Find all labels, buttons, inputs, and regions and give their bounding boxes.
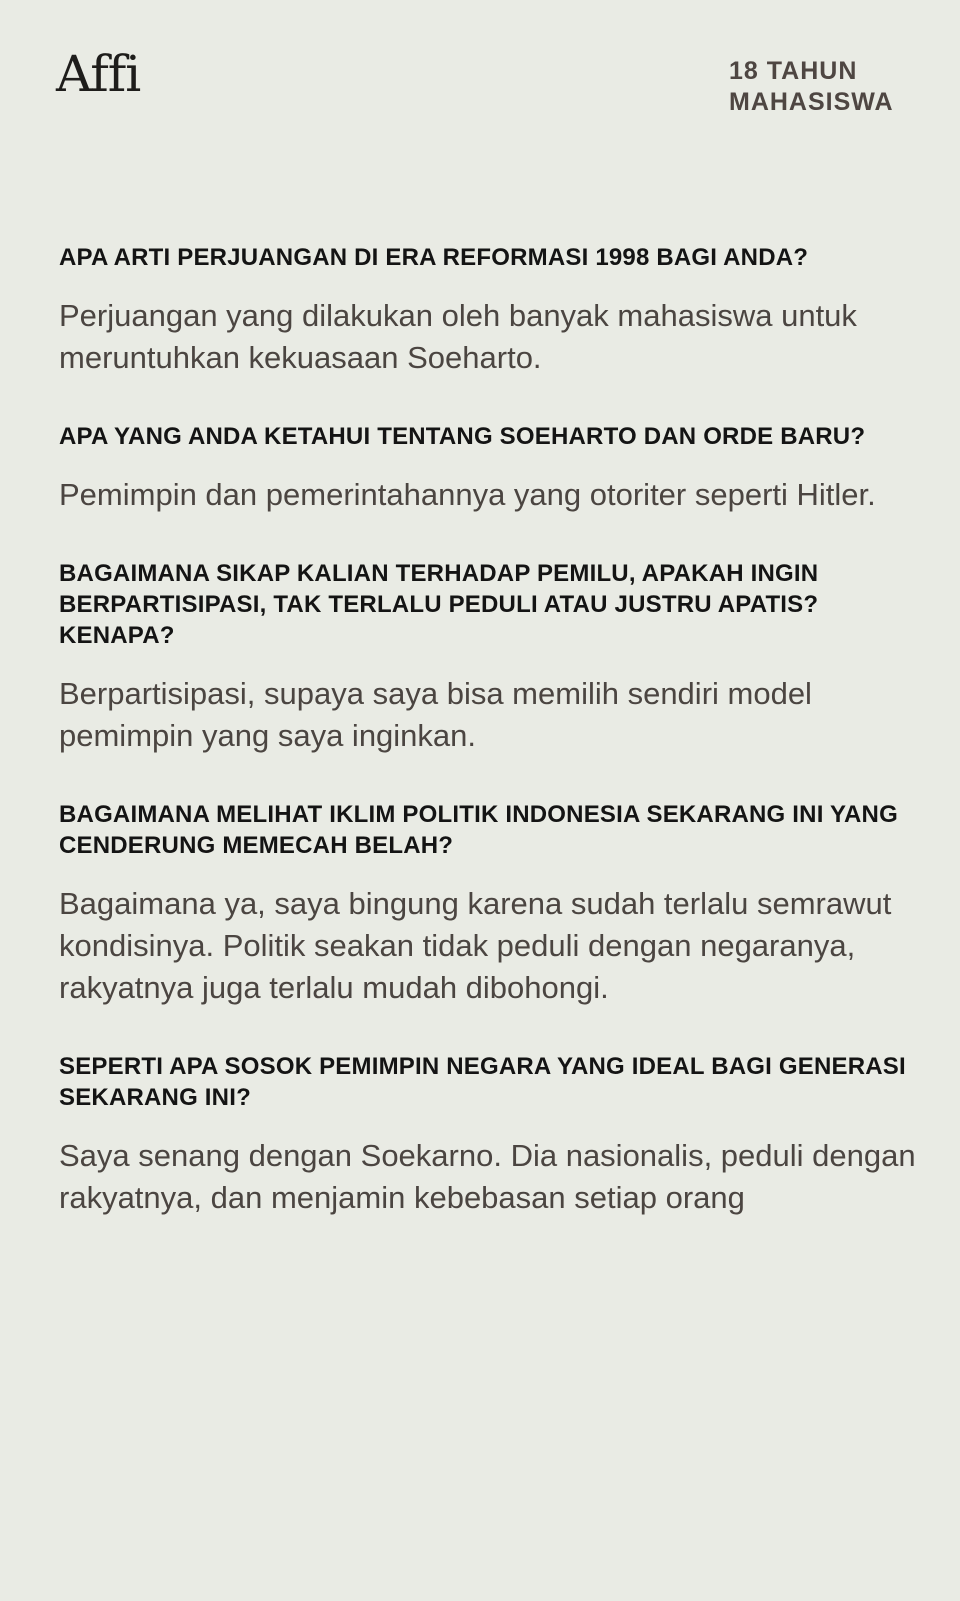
qa-item bbox=[59, 799, 919, 1009]
question-heading: BAGAIMANA MELIHAT IKLIM POLITIK INDONESIA SEKARANG INI YANG CENDERUNG MEMECAH BELAH? bbox=[59, 801, 898, 859]
question-heading: APA ARTI PERJUANGAN DI ERA REFORMASI 1998 BAGI ANDA? bbox=[59, 244, 809, 271]
qa-item bbox=[59, 558, 919, 757]
qa-item bbox=[59, 242, 919, 379]
question-heading: APA YANG ANDA KETAHUI TENTANG SOEHARTO DAN ORDE BARU? bbox=[59, 423, 866, 450]
qa-list bbox=[59, 242, 919, 1219]
role-label: MAHASISWA bbox=[729, 88, 894, 116]
brand-name: Affi bbox=[56, 45, 141, 103]
answer-text: Pemimpin dan pemerintahannya yang otoriter seperti Hitler. bbox=[59, 477, 876, 512]
respondent-meta bbox=[729, 56, 939, 118]
qa-item bbox=[59, 421, 919, 516]
question-heading: BAGAIMANA SIKAP KALIAN TERHADAP PEMILU, APAKAH INGIN BERPARTISIPASI, TAK TERLALU PEDULI ATAU JUSTRU APATIS? KENAPA? bbox=[59, 560, 819, 649]
answer-text: Bagaimana ya, saya bingung karena sudah terlalu semrawut kondisinya. Politik seakan tidak peduli dengan negaranya, rakyatnya juga terlalu mudah dibohongi. bbox=[59, 886, 892, 1005]
answer-text: Saya senang dengan Soekarno. Dia nasionalis, peduli dengan rakyatnya, dan menjamin kebebasan setiap orang bbox=[59, 1138, 916, 1215]
qa-item bbox=[59, 1051, 919, 1219]
age-label: 18 TAHUN bbox=[729, 57, 858, 85]
question-heading: SEPERTI APA SOSOK PEMIMPIN NEGARA YANG IDEAL BAGI GENERASI SEKARANG INI? bbox=[59, 1053, 906, 1111]
answer-text: Berpartisipasi, supaya saya bisa memilih sendiri model pemimpin yang saya inginkan. bbox=[59, 676, 812, 753]
answer-text: Perjuangan yang dilakukan oleh banyak mahasiswa untuk meruntuhkan kekuasaan Soeharto. bbox=[59, 298, 857, 375]
